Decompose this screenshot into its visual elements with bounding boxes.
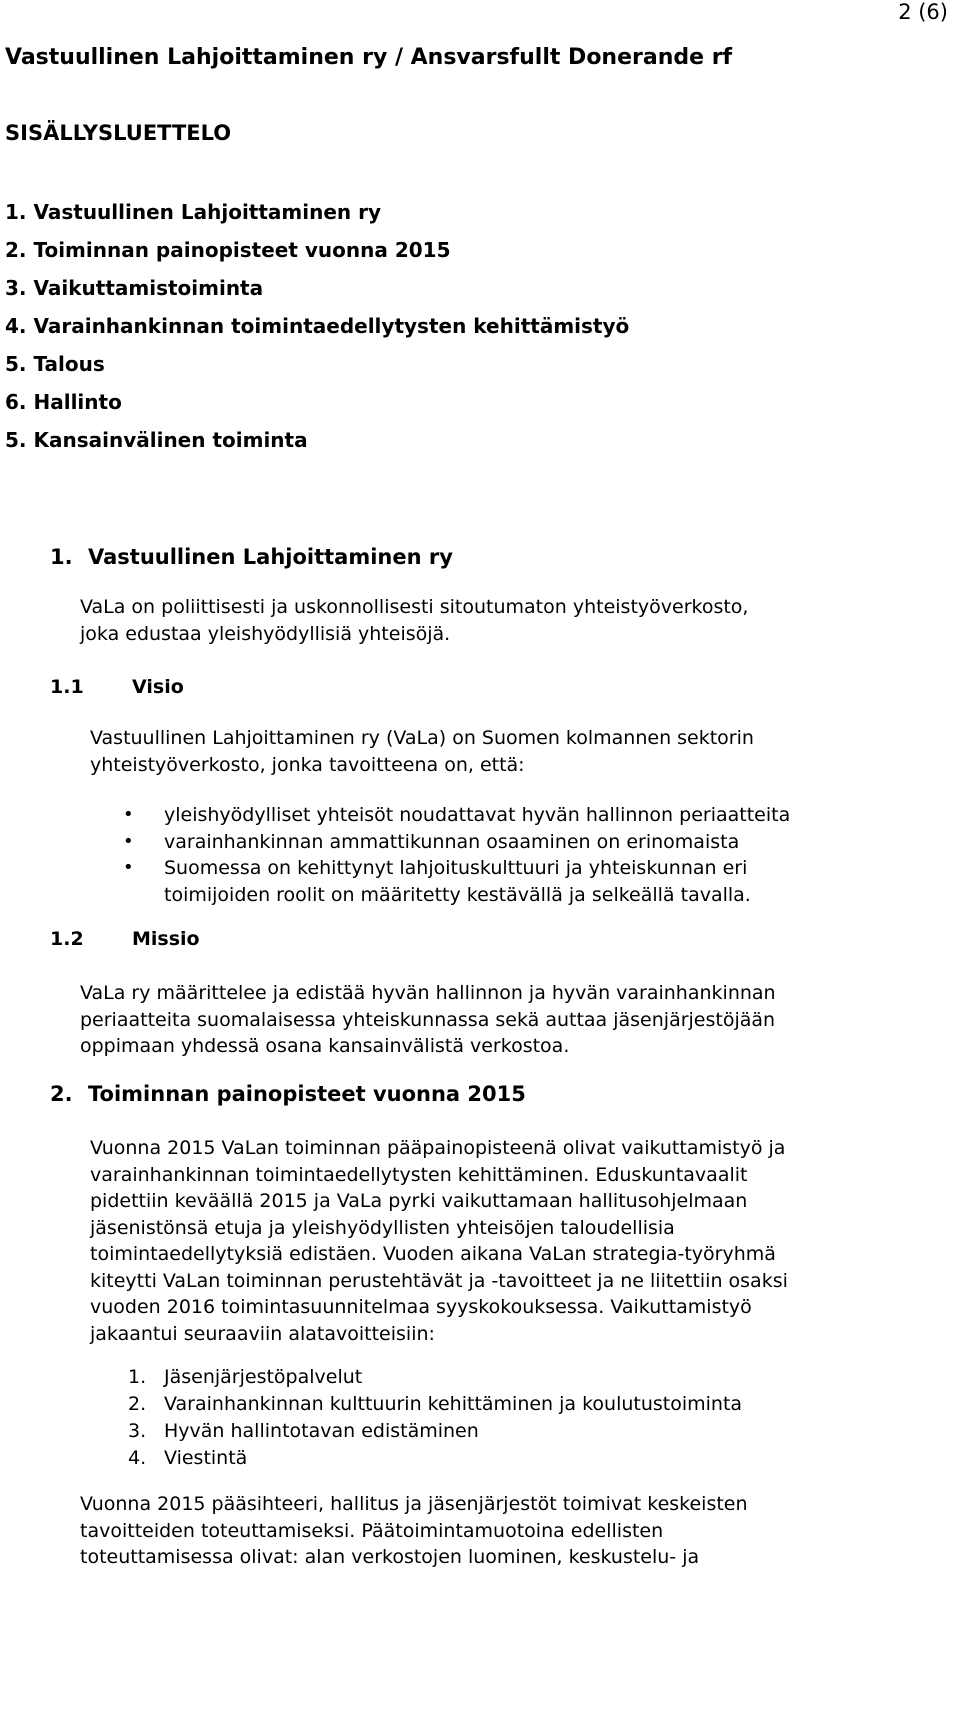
section-number: 2. [50,1082,73,1106]
section-number: 1. [50,545,73,569]
organization-title: Vastuullinen Lahjoittaminen ry / Ansvarsfullt Donerande rf [5,45,733,70]
text-line: oppimaan yhdessä osana kansainvälistä verkostoa. [80,1035,570,1057]
text-line: VaLa ry määrittelee ja edistää hyvän hallinnon ja hyvän varainhankinnan [80,982,776,1004]
list-text: Hyvän hallintotavan edistäminen [164,1420,479,1442]
page-number: 2 (6) [898,0,948,24]
toc-title: SISÄLLYSLUETTELO [5,121,232,145]
bullet-continuation [120,882,790,909]
text-line: joka edustaa yleishyödyllisiä yhteisöjä. [80,622,451,645]
mission-text [80,980,776,1060]
list-number: 4. [128,1447,147,1469]
section-title: Visio [132,676,184,698]
section-number: 1.1 [50,676,84,698]
bullet-text: Suomessa on kehittynyt lahjoituskulttuuri ja yhteiskunnan eri [164,857,748,879]
text-line: toimintaedellytyksiä edistäen. Vuoden aikana VaLan strategia-työryhmä [90,1243,776,1265]
list-number: 1. [128,1366,147,1388]
section-2-text [90,1135,788,1347]
bullet-text: varainhankinnan ammattikunnan osaaminen on erinomaista [164,830,740,853]
list-item [128,1445,742,1472]
text-line: kiteytti VaLan toiminnan perustehtävät ja -tavoitteet ja ne liitettiin osaksi [90,1269,788,1292]
toc-item: 4. Varainhankinnan toimintaedellytysten kehittämistyö [5,314,630,338]
text-line: vuoden 2016 toimintasuunnitelmaa syyskokouksessa. Vaikuttamistyö [90,1296,752,1318]
bullet-text: yleishyödylliset yhteisöt noudattavat hyvän hallinnon periaatteita [164,804,791,826]
text-line: toteuttamisessa olivat: alan verkostojen luominen, keskustelu- ja [80,1546,700,1568]
toc-item: 5. Talous [5,352,105,376]
section-number: 1.2 [50,928,84,950]
toc-item: 1. Vastuullinen Lahjoittaminen ry [5,200,382,224]
section-1-2-heading [50,928,200,950]
section-1-text [80,594,748,647]
list-number: 2. [128,1393,147,1415]
bullet-icon: • [123,804,134,825]
list-text: Viestintä [164,1447,248,1469]
text-line: Vuonna 2015 VaLan toiminnan pääpainopisteenä olivat vaikuttamistyö ja [90,1137,786,1159]
vision-text [90,725,754,778]
bullet-text: toimijoiden roolit on määritetty kestävällä ja selkeällä tavalla. [164,883,751,906]
toc-item: 6. Hallinto [5,390,122,414]
text-line: VaLa on poliittisesti ja uskonnollisesti sitoutumaton yhteistyöverkosto, [80,596,749,618]
bullet-icon: • [123,830,134,852]
section-1-1-heading [50,676,184,698]
text-line: jäsenistönsä etuja ja yleishyödyllisten yhteisöjen taloudellisia [90,1216,675,1239]
bullet-icon: • [123,857,134,878]
subgoal-numbered-list [128,1364,742,1472]
toc-item: 2. Toiminnan painopisteet vuonna 2015 [5,238,451,262]
list-item [128,1391,742,1418]
text-line: jakaantui seuraaviin alatavoitteisiin: [90,1322,435,1345]
text-line: Vastuullinen Lahjoittaminen ry (VaLa) on Suomen kolmannen sektorin [90,727,754,749]
text-line: varainhankinnan toimintaedellytysten kehittäminen. Eduskuntavaalit [90,1163,748,1186]
list-item [128,1364,742,1391]
section-title: Vastuullinen Lahjoittaminen ry [88,545,453,569]
bullet-item [120,855,790,882]
section-title: Missio [132,928,200,950]
section-2-heading [50,1082,526,1106]
list-text: Varainhankinnan kulttuurin kehittäminen ja koulutustoiminta [164,1393,743,1415]
table-of-contents [5,199,629,465]
toc-item: 5. Kansainvälinen toiminta [5,428,308,452]
bullet-item [120,829,790,856]
text-line: yhteistyöverkosto, jonka tavoitteena on, että: [90,753,525,776]
text-line: Vuonna 2015 pääsihteeri, hallitus ja jäsenjärjestöt toimivat keskeisten [80,1493,748,1515]
text-line: periaatteita suomalaisessa yhteiskunnassa sekä auttaa jäsenjärjestöjään [80,1008,776,1031]
list-number: 3. [128,1420,147,1442]
section-2-closing-text [80,1491,748,1571]
section-title: Toiminnan painopisteet vuonna 2015 [88,1082,526,1106]
bullet-item [120,802,790,829]
toc-item: 3. Vaikuttamistoiminta [5,276,264,300]
section-1-heading [50,545,453,569]
list-text: Jäsenjärjestöpalvelut [164,1366,363,1388]
vision-bullet-list [120,802,790,908]
list-item [128,1418,742,1445]
text-line: tavoitteiden toteuttamiseksi. Päätoimintamuotoina edellisten [80,1519,664,1542]
text-line: pidettiin keväällä 2015 ja VaLa pyrki vaikuttamaan hallitusohjelmaan [90,1190,748,1212]
